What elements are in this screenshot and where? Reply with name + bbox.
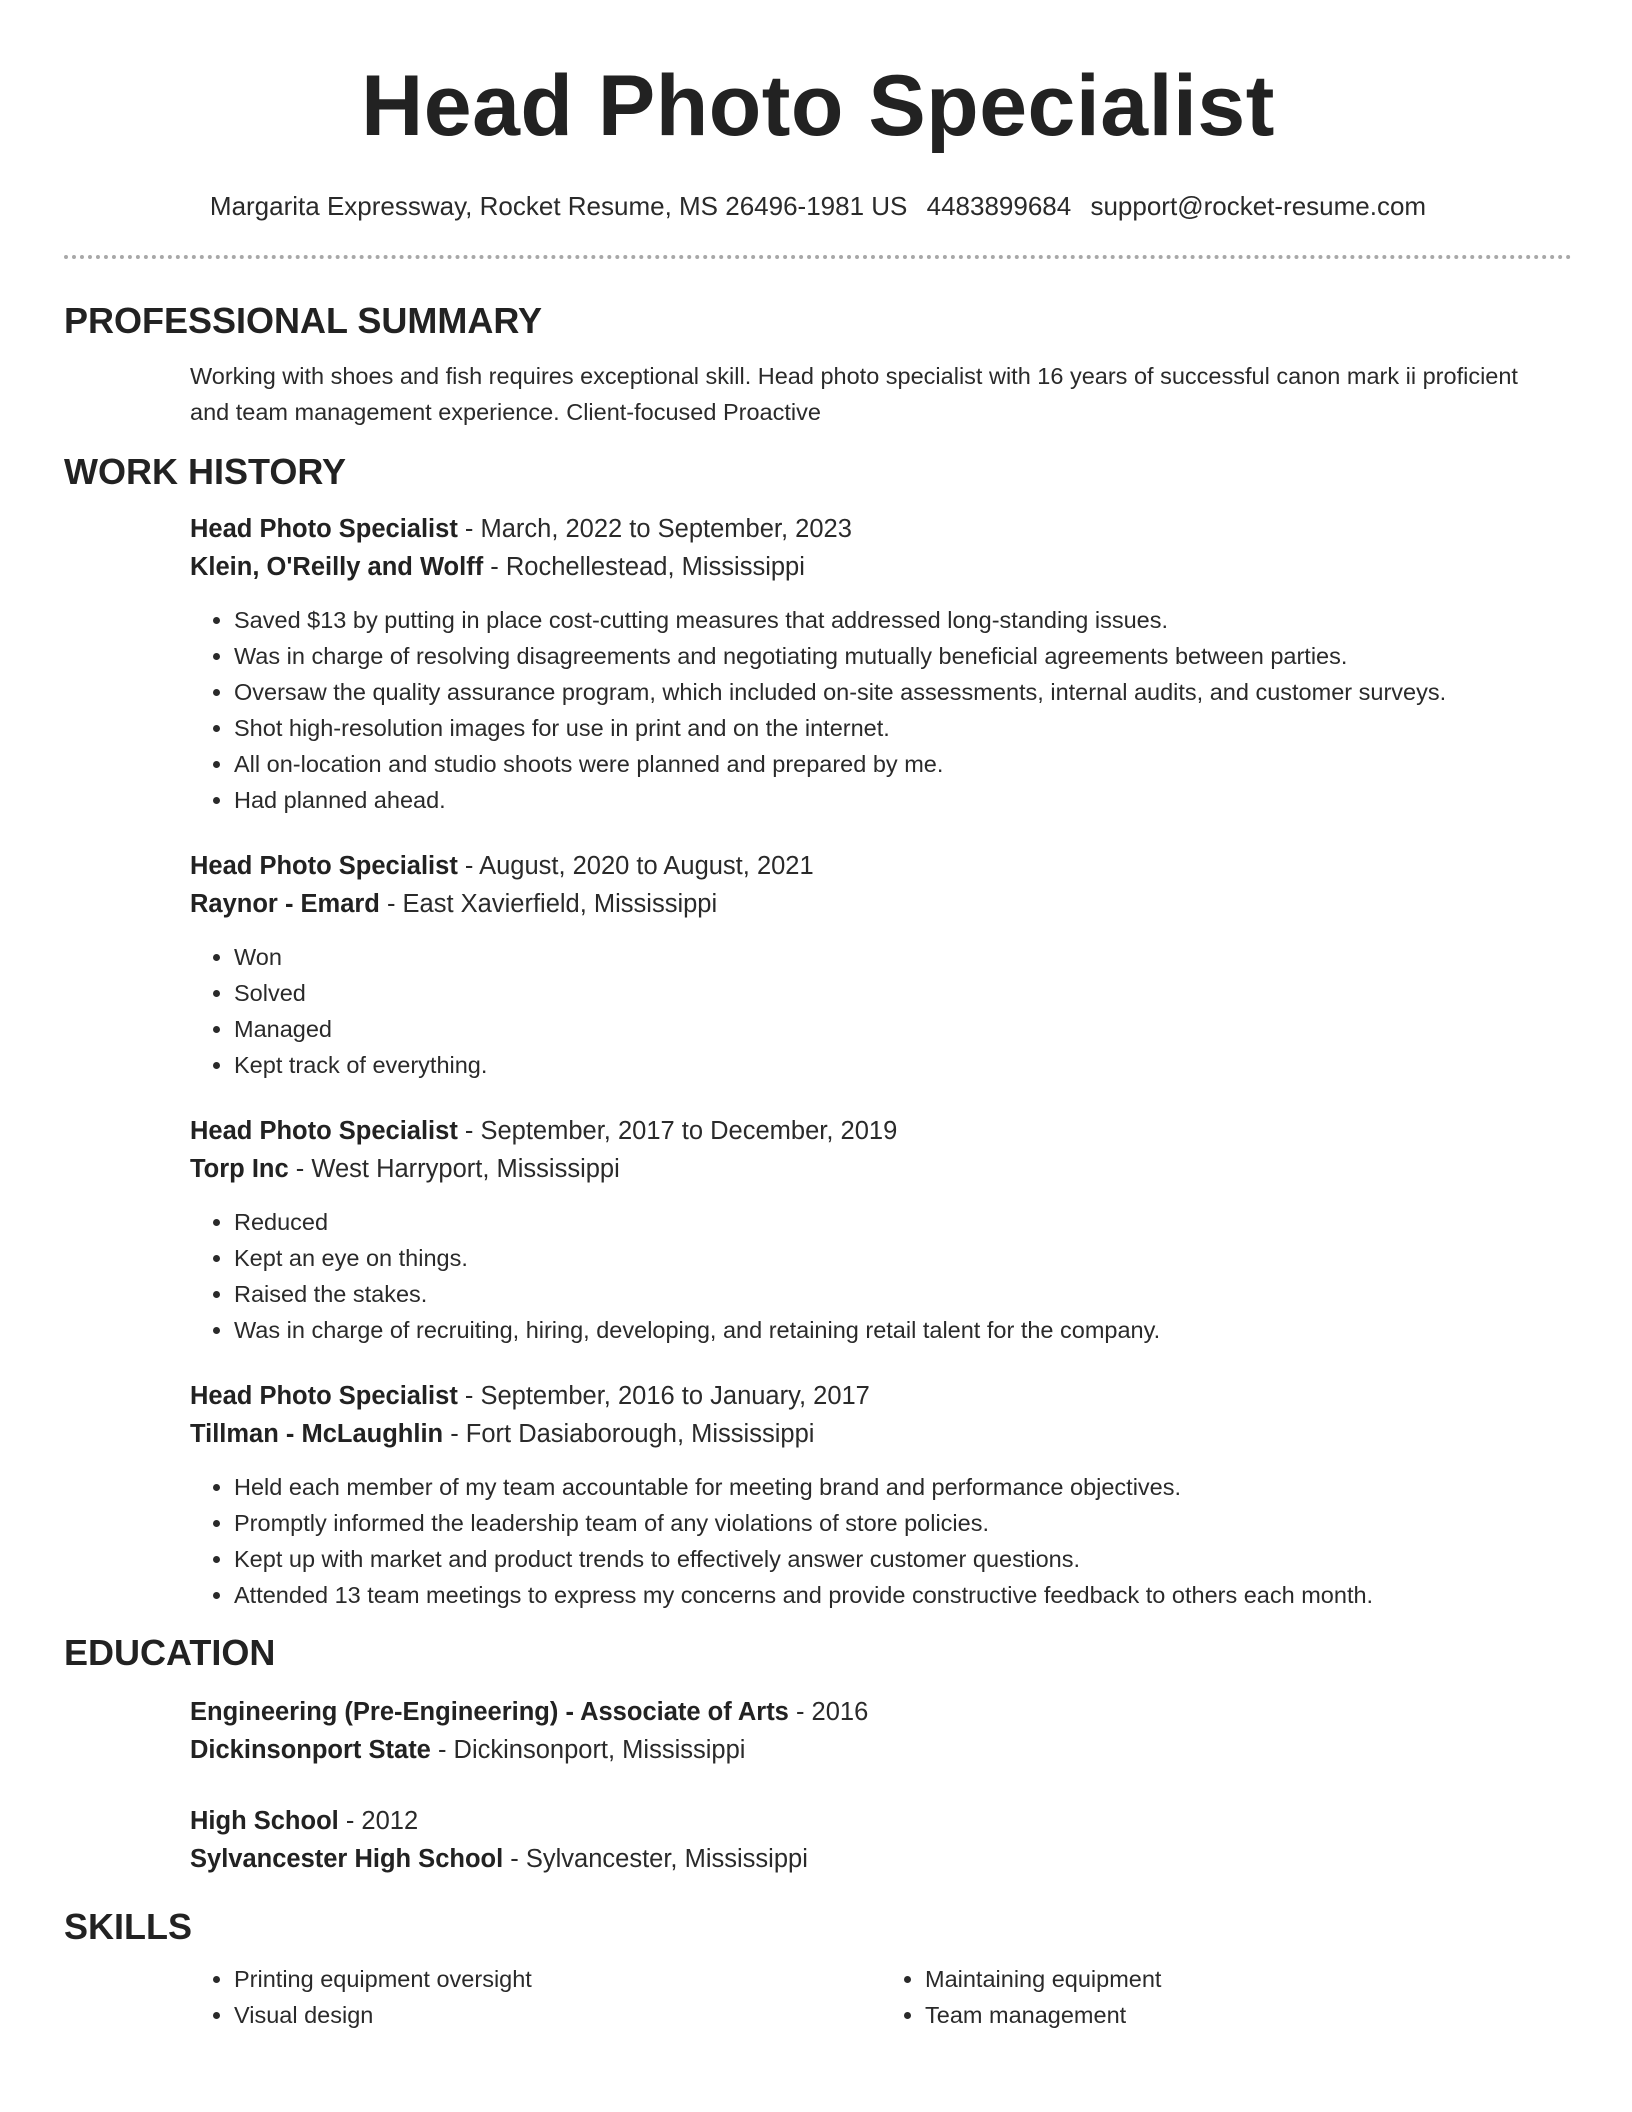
resume-page	[64, 0, 1572, 2033]
contact-email: support@rocket-resume.com	[1090, 191, 1427, 221]
work-history-heading: WORK HISTORY	[64, 451, 347, 492]
job-company-line	[190, 1415, 1572, 1453]
job-bullet: • Kept track of everything.	[234, 1047, 1572, 1083]
job-bullet: • Was in charge of recruiting, hiring, developing, and retaining retail talent for the company.	[234, 1312, 1572, 1348]
job-title-line	[190, 510, 1572, 548]
job-dates: - March, 2022 to September, 2023	[457, 515, 852, 543]
contact-line	[64, 188, 1572, 224]
job-bullet: • Managed	[234, 1011, 1572, 1047]
job-location: - West Harryport, Mississippi	[288, 1155, 620, 1183]
education-school-line	[190, 1731, 1572, 1769]
education-entry	[190, 1693, 1572, 1769]
header-divider	[64, 255, 1572, 259]
education-heading: EDUCATION	[64, 1632, 276, 1673]
job-bullet: • Attended 13 team meetings to express my concerns and provide constructive feedback to others each month.	[234, 1577, 1572, 1613]
education-degree-line	[190, 1693, 1572, 1731]
job-dates: - September, 2017 to December, 2019	[457, 1117, 898, 1145]
job-title: Head Photo Specialist	[190, 1117, 458, 1145]
skill-item: • Maintaining equipment	[925, 1961, 1572, 1997]
job-bullet: • Raised the stakes.	[234, 1276, 1572, 1312]
job-bullets	[190, 1204, 1572, 1348]
job-bullets	[190, 1469, 1572, 1613]
skill-item: • Printing equipment oversight	[234, 1961, 881, 1997]
job-bullets	[190, 939, 1572, 1083]
job-title: Head Photo Specialist	[190, 1382, 458, 1410]
job-company-line	[190, 548, 1572, 586]
skill-item: • Team management	[925, 1997, 1572, 2033]
summary-text: Working with shoes and fish requires exceptional skill. Head photo specialist with 16 years of successful canon mark ii proficient and team management experience. Client-focused Proactive	[190, 363, 1518, 425]
education-year: - 2012	[338, 1807, 419, 1835]
job-company-line	[190, 885, 1572, 923]
skills-list	[190, 1961, 1572, 2033]
job-location: - East Xavierfield, Mississippi	[379, 890, 718, 918]
job-bullet: • Held each member of my team accountable for meeting brand and performance objectives.	[234, 1469, 1572, 1505]
job-entry	[190, 847, 1572, 1083]
education-degree: Engineering (Pre-Engineering) - Associate of Arts	[190, 1698, 789, 1726]
job-bullet: • Promptly informed the leadership team of any violations of store policies.	[234, 1505, 1572, 1541]
job-entry	[190, 510, 1572, 818]
contact-address: Margarita Expressway, Rocket Resume, MS 26496-1981 US	[209, 191, 908, 221]
skills-heading: SKILLS	[64, 1906, 193, 1947]
job-entry	[190, 1112, 1572, 1348]
education-school-line	[190, 1840, 1572, 1878]
job-bullet: • Oversaw the quality assurance program, which included on-site assessments, internal audits, and customer surveys.	[234, 674, 1572, 710]
job-title-line	[190, 1112, 1572, 1150]
job-bullets	[190, 602, 1572, 818]
job-bullet: • Saved $13 by putting in place cost-cutting measures that addressed long-standing issues.	[234, 602, 1572, 638]
job-bullet: • Solved	[234, 975, 1572, 1011]
education-location: - Sylvancester, Mississippi	[503, 1845, 808, 1873]
education-school: Sylvancester High School	[190, 1845, 504, 1873]
skills-column-left	[190, 1961, 881, 2033]
education-school: Dickinsonport State	[190, 1736, 431, 1764]
job-company-line	[190, 1150, 1572, 1188]
job-company: Torp Inc	[190, 1155, 289, 1183]
job-bullet: • Had planned ahead.	[234, 782, 1572, 818]
skills-column-right	[881, 1961, 1572, 2033]
contact-phone: 4483899684	[926, 191, 1072, 221]
job-location: - Rochellestead, Mississippi	[483, 553, 805, 581]
job-dates: - August, 2020 to August, 2021	[457, 852, 814, 880]
education-location: - Dickinsonport, Mississippi	[430, 1736, 746, 1764]
job-bullet: • Kept an eye on things.	[234, 1240, 1572, 1276]
job-bullet: • Was in charge of resolving disagreements and negotiating mutually beneficial agreements between parties.	[234, 638, 1572, 674]
summary-heading: PROFESSIONAL SUMMARY	[64, 300, 543, 341]
job-company: Klein, O'Reilly and Wolff	[190, 553, 484, 581]
education-year: - 2016	[788, 1698, 869, 1726]
job-bullet: • Shot high-resolution images for use in print and on the internet.	[234, 710, 1572, 746]
job-entry	[190, 1377, 1572, 1613]
job-dates: - September, 2016 to January, 2017	[457, 1382, 870, 1410]
education-entry	[190, 1802, 1572, 1878]
job-title-line	[190, 847, 1572, 885]
job-company: Tillman - McLaughlin	[190, 1420, 444, 1448]
skill-item: • Visual design	[234, 1997, 881, 2033]
job-bullet: • Won	[234, 939, 1572, 975]
job-company: Raynor - Emard	[190, 890, 380, 918]
job-title: Head Photo Specialist	[190, 852, 458, 880]
job-bullet: • Kept up with market and product trends to effectively answer customer questions.	[234, 1541, 1572, 1577]
job-location: - Fort Dasiaborough, Mississippi	[443, 1420, 815, 1448]
job-bullet: • Reduced	[234, 1204, 1572, 1240]
job-title: Head Photo Specialist	[190, 515, 458, 543]
job-title-line	[190, 1377, 1572, 1415]
job-bullet: • All on-location and studio shoots were planned and prepared by me.	[234, 746, 1572, 782]
education-degree-line	[190, 1802, 1572, 1840]
candidate-name: Head Photo Specialist	[361, 58, 1275, 154]
education-degree: High School	[190, 1807, 339, 1835]
